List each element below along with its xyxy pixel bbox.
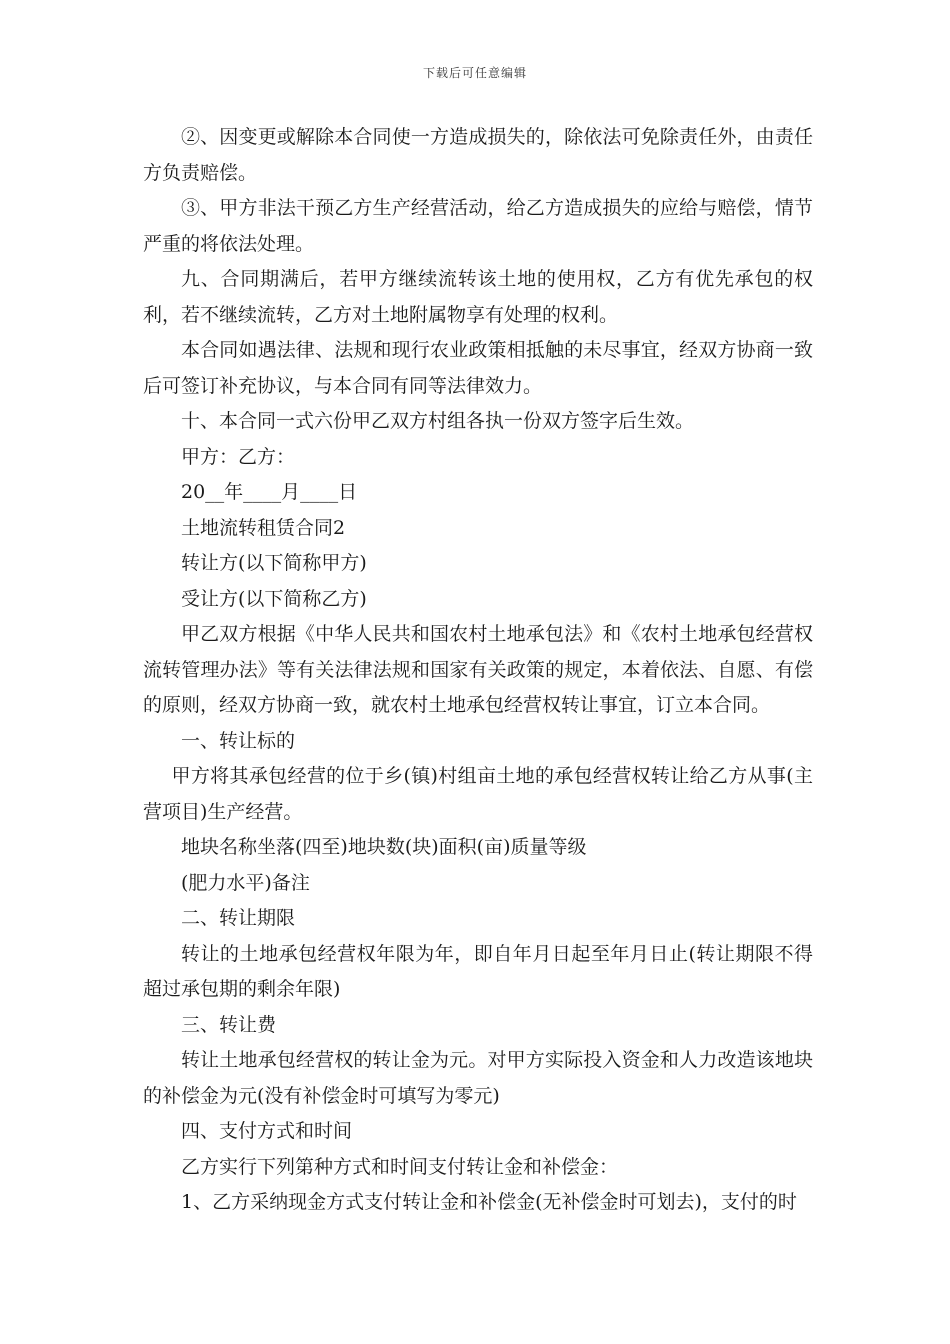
paragraph: 十、本合同一式六份甲乙双方村组各执一份双方签字后生效。 [181, 410, 695, 432]
transferor-label: 转让方(以下简称甲方) [181, 552, 367, 574]
paragraph: 乙方实行下列第种方式和时间支付转让金和补偿金： [181, 1155, 619, 1178]
paragraph: ②、因变更或解除本合同使一方造成损失的，除依法可免除责任外，由责任方负责赔偿。 [143, 126, 813, 184]
paragraph: 转让的土地承包经营权年限为年，即自年月日起至年月日止(转让期限不得超过承包期的剩余年限) [143, 942, 813, 1000]
document-body [143, 120, 813, 1221]
signature-date: 20__年____月____日 [181, 481, 358, 503]
section-heading: 三、转让费 [181, 1013, 277, 1036]
paragraph: 甲方将其承包经营的位于乡(镇)村组亩土地的承包经营权转让给乙方从事(主营项目)生产经营。 [143, 765, 813, 823]
paragraph: 九、合同期满后，若甲方继续流转该土地的使用权，乙方有优先承包的权利，若不继续流转，乙方对土地附属物享有处理的权利。 [143, 268, 813, 326]
page-header-note: 下载后可任意编辑 [422, 66, 527, 80]
signature-parties: 甲方：乙方： [181, 445, 296, 468]
paragraph: 1、乙方采纳现金方式支付转让金和补偿金(无补偿金时可划去)，支付的时 [181, 1191, 797, 1213]
section-heading: 四、支付方式和时间 [181, 1120, 353, 1142]
section-heading: 二、转让期限 [181, 907, 296, 929]
transferee-label: 受让方(以下简称乙方) [181, 587, 367, 610]
section-heading: 一、转让标的 [181, 729, 296, 752]
paragraph: ③、甲方非法干预乙方生产经营活动，给乙方造成损失的应给与赔偿，情节严重的将依法处理。 [143, 197, 813, 255]
paragraph: 地块名称坐落(四至)地块数(块)面积(亩)质量等级 [181, 836, 587, 858]
paragraph: 甲乙双方根据《中华人民共和国农村土地承包法》和《农村土地承包经营权流转管理办法》等有关法律法规和国家有关政策的规定，本着依法、自愿、有偿的原则，经双方协商一致，就农村土地承包经营权转让事宜，订立本合同。 [143, 623, 813, 716]
contract-title: 土地流转租赁合同2 [181, 516, 346, 539]
paragraph: (肥力水平)备注 [181, 871, 310, 894]
paragraph: 转让土地承包经营权的转让金为元。对甲方实际投入资金和人力改造该地块的补偿金为元(没有补偿金时可填写为零元) [143, 1049, 813, 1107]
paragraph: 本合同如遇法律、法规和现行农业政策相抵触的未尽事宜，经双方协商一致后可签订补充协议，与本合同有同等法律效力。 [143, 339, 813, 397]
